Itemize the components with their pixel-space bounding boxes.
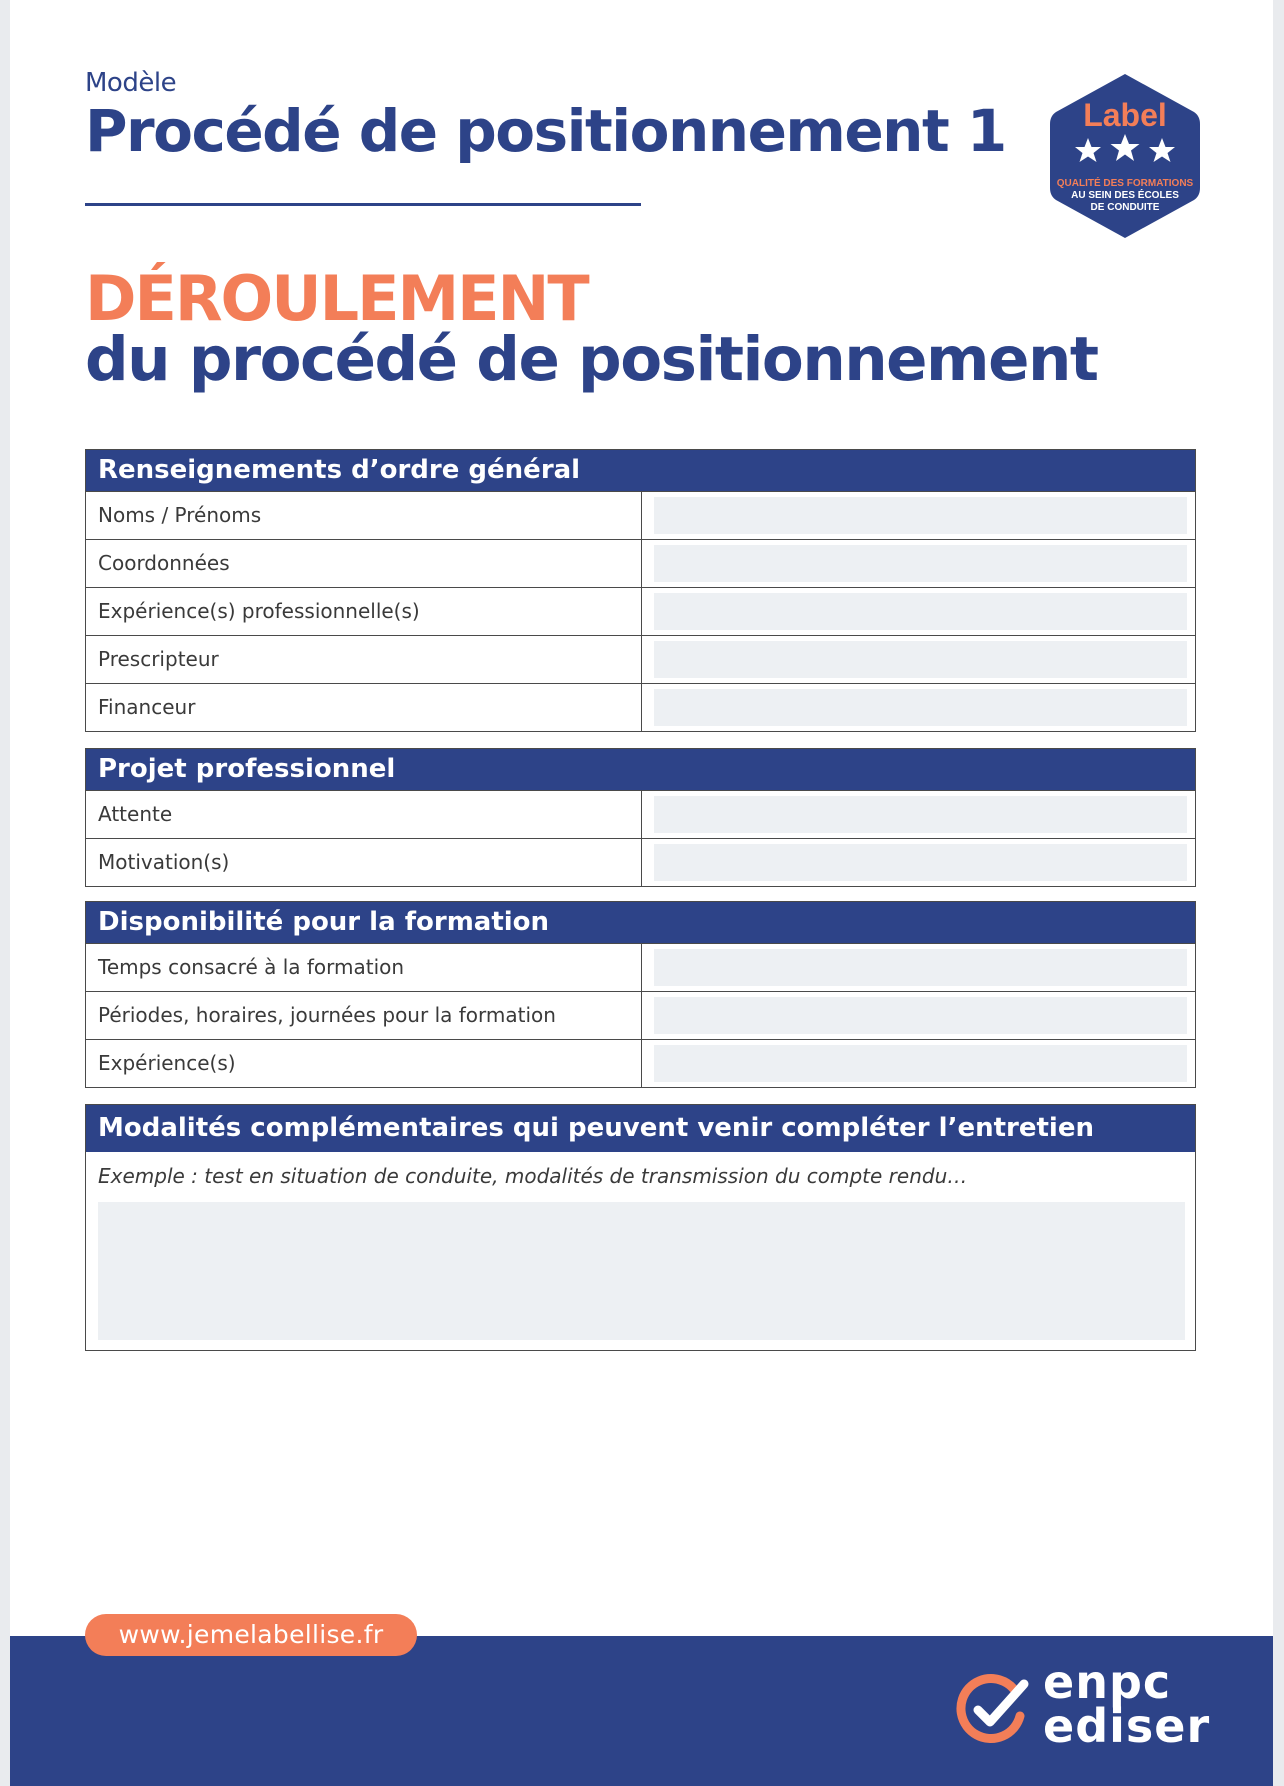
table-row <box>86 991 1195 1039</box>
document-title: Procédé de positionnement 1 <box>85 97 1006 165</box>
badge-line-3: DE CONDUITE <box>1090 202 1160 213</box>
periodes-horaires-field[interactable] <box>654 997 1187 1034</box>
table-row <box>86 539 1195 587</box>
table-row <box>86 838 1195 886</box>
row-label: Noms / Prénoms <box>86 492 642 539</box>
brand-line-2: ediser <box>1043 1699 1211 1753</box>
badge-line-1: QUALITÉ DES FORMATIONS <box>1056 178 1194 189</box>
table-row <box>86 635 1195 683</box>
section-title: Disponibilité pour la formation <box>86 902 1195 943</box>
badge-line-2: AU SEIN DES ÉCOLES <box>1071 190 1179 201</box>
brand-line-1: enpc <box>1043 1655 1172 1709</box>
temps-consacre-field[interactable] <box>654 949 1187 986</box>
title-divider <box>85 203 641 206</box>
table-row <box>86 587 1195 635</box>
table-row <box>86 683 1195 731</box>
section-availability <box>85 901 1196 1088</box>
website-link[interactable]: www.jemelabellise.fr <box>85 1614 417 1656</box>
section-professional-project <box>85 748 1196 887</box>
experience-professionnelle-field[interactable] <box>654 593 1187 630</box>
section-general-info <box>85 449 1196 732</box>
section-complementary <box>85 1104 1196 1351</box>
row-label: Financeur <box>86 684 642 731</box>
motivation-field[interactable] <box>654 844 1187 881</box>
section-title: Projet professionnel <box>86 749 1195 790</box>
prescripteur-field[interactable] <box>654 641 1187 678</box>
row-label: Prescripteur <box>86 636 642 683</box>
table-row <box>86 943 1195 991</box>
row-label: Temps consacré à la formation <box>86 944 642 991</box>
section-heading-secondary: du procédé de positionnement <box>85 324 1098 395</box>
brand-check-icon <box>954 1670 1032 1748</box>
row-label: Motivation(s) <box>86 839 642 886</box>
financeur-field[interactable] <box>654 689 1187 726</box>
attente-field[interactable] <box>654 796 1187 833</box>
complementary-textarea[interactable] <box>98 1202 1185 1340</box>
row-label: Attente <box>86 791 642 838</box>
section-title: Renseignements d’ordre général <box>86 450 1195 491</box>
section-title: Modalités complémentaires qui peuvent venir compléter l’entretien <box>86 1105 1195 1152</box>
table-row <box>86 491 1195 539</box>
row-label: Expérience(s) <box>86 1040 642 1087</box>
coordonnees-field[interactable] <box>654 545 1187 582</box>
table-row <box>86 1039 1195 1087</box>
row-label: Expérience(s) professionnelle(s) <box>86 588 642 635</box>
complementary-hint: Exemple : test en situation de conduite, modalités de transmission du compte rendu… <box>98 1164 968 1188</box>
document-eyebrow: Modèle <box>85 68 177 98</box>
experience-field[interactable] <box>654 1045 1187 1082</box>
row-label: Périodes, horaires, journées pour la formation <box>86 992 642 1039</box>
badge-label: Label <box>1083 97 1167 133</box>
table-row <box>86 790 1195 838</box>
noms-prenoms-field[interactable] <box>654 497 1187 534</box>
row-label: Coordonnées <box>86 540 642 587</box>
brand-logo-text <box>1043 1655 1211 1753</box>
label-badge-icon <box>1046 70 1204 242</box>
document-page <box>10 0 1273 1786</box>
section-heading-primary: DÉROULEMENT <box>85 262 588 335</box>
